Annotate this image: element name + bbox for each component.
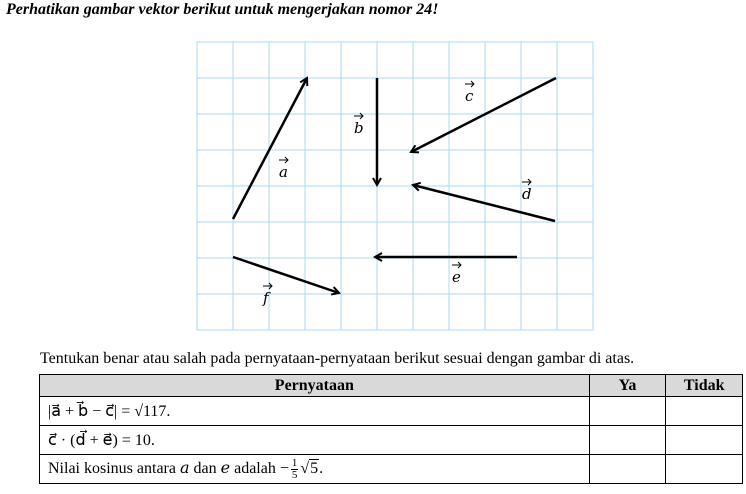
vector-d-arrow (413, 185, 555, 221)
header-ya: Ya (589, 375, 666, 397)
vector-f-label: f (263, 289, 269, 307)
question-heading: Perhatikan gambar vektor berikut untuk mengerjakan nomor 24! (6, 1, 439, 18)
statement-3 (40, 455, 590, 484)
statement-3-mid: dan (189, 459, 221, 477)
answer-tidak-1[interactable] (666, 397, 743, 426)
statement-1: |a⃗ + b⃗ − c⃗| = √117. (40, 397, 590, 426)
header-pernyataan: Pernyataan (40, 375, 590, 397)
header-tidak: Tidak (666, 375, 743, 397)
vector-e-label: e (452, 268, 461, 286)
table-row (40, 455, 743, 484)
answer-tidak-2[interactable] (666, 426, 743, 455)
vector-d-label: d (522, 185, 532, 203)
statement-3-mid2: adalah − (230, 459, 289, 477)
statement-3-prefix: Nilai kosinus antara (48, 459, 180, 477)
fraction-denominator: 5 (291, 468, 298, 481)
fraction-numerator: 1 (291, 456, 298, 469)
instruction-text: Tentukan benar atau salah pada pernyataan-pernyataan berikut sesuai dengan gambar di atas. (40, 350, 635, 367)
vector-c-arrow (411, 78, 556, 152)
table-row (40, 397, 743, 426)
vector-c-label: c (465, 87, 474, 105)
answer-tidak-3[interactable] (666, 455, 743, 484)
statement-3-sqrt-value: 5 (310, 459, 319, 477)
statement-3-sqrt-symbol: √ (300, 459, 310, 477)
table-row (40, 426, 743, 455)
statement-3-end: . (319, 459, 324, 477)
answer-ya-3[interactable] (589, 455, 666, 484)
vector-f-arrow (233, 257, 339, 293)
answer-ya-2[interactable] (589, 426, 666, 455)
vector-a-arrow (233, 78, 307, 219)
grid (197, 42, 593, 330)
answer-ya-1[interactable] (589, 397, 666, 426)
statement-2: c⃗ · (d⃗ + e⃗) = 10. (40, 426, 590, 455)
vector-a-label: a (279, 163, 288, 181)
vector-b-label: b (354, 119, 364, 137)
true-false-table (39, 374, 743, 484)
statement-3-vector-e: e (220, 457, 231, 477)
statement-3-fraction (291, 458, 299, 481)
statement-3-vector-a: a (179, 457, 190, 477)
